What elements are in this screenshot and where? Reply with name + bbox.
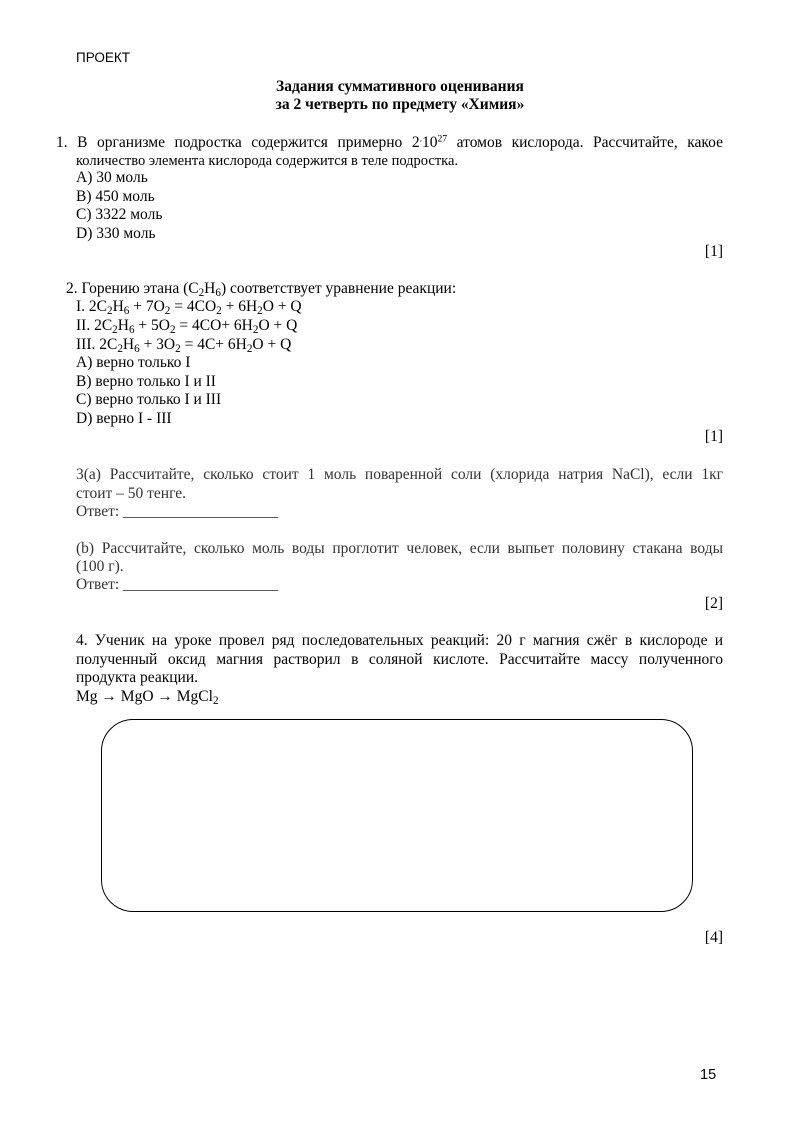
page-title (0, 78, 800, 114)
q3-score: [2] (704, 595, 723, 612)
q2-equation-3: III. $2C_2H_6 + 3O_2 = 4C+ 6H_2O + Q$ (76, 336, 292, 355)
q1-line-1 (56, 134, 723, 152)
q2-score: [1] (704, 428, 723, 445)
q2-text-b: H (204, 280, 216, 297)
q1-options (76, 169, 162, 243)
q2-equation-1: I. $2C_2H_6 + 7O_2 = 4CO_2 + 6H_2O + Q$ (76, 298, 302, 317)
q4-answer-box[interactable] (101, 719, 693, 912)
q1-exponent: 27 (437, 133, 448, 145)
q4-scheme-sub: 2 (212, 694, 219, 707)
q4-line-2: полученный оксид магния растворил в соляной кислоте. Рассчитайте массу полученного (76, 651, 723, 668)
q2-text-c: ) соответствует уравнение реакции: (220, 280, 457, 297)
q3a-line-2: стоит – 50 тенге. (76, 485, 186, 502)
q3b-answer-line[interactable]: Ответ: ____________________ (76, 576, 279, 593)
page-number: 15 (700, 1067, 717, 1083)
q2-option-a: A) верно только I (76, 354, 191, 371)
q4-score: [4] (704, 929, 723, 946)
q1-option-a: A) 30 моль (76, 169, 148, 186)
q2-equation-2: II. $2C_2H_6 + 5O_2 = 4CO+ 6H_2O + Q$ (76, 317, 298, 336)
q1-score: [1] (704, 243, 723, 260)
q2-sub-2: 6 (215, 286, 221, 299)
q2-option-d: D) верно I - III (76, 409, 172, 427)
q3a-answer-line[interactable]: Ответ: ____________________ (76, 503, 279, 520)
q3b-line-2: (100 г). (76, 558, 124, 575)
q2-option-c: C) верно только I и III (76, 391, 222, 408)
title-line-1: Задания суммативного оценивания (276, 78, 524, 95)
q1-text-start: В организме подростка содержится примерно 2 (77, 134, 420, 151)
q2-text-a: 2. Горению этана (C (66, 280, 199, 297)
q2-sub-1: 2 (198, 286, 205, 299)
q3b-line-1: (b) Рассчитайте, сколько моль воды проглотит человек, если выпьет половину стакана воды (76, 540, 723, 557)
q2-option-b: B) верно только I и II (76, 372, 216, 390)
q3a-line-1: 3(а) Рассчитайте, сколько стоит 1 моль поваренной соли (хлорида натрия NaCl), если 1кг (76, 466, 723, 483)
project-label: ПРОЕКТ (76, 50, 131, 65)
q1-line-2: количество элемента кислорода содержится в теле подростка. (76, 153, 459, 169)
q1-option-d: D) 330 моль (76, 224, 156, 242)
q2-options (76, 354, 221, 428)
q1-option-b: B) 450 моль (76, 187, 155, 205)
q1-text-end: атомов кислорода. Рассчитайте, какое (447, 134, 723, 151)
q4-line-1: 4. Ученик на уроке провел ряд последовательных реакций: 20 г магния сжёг в кислороде и (76, 632, 723, 649)
q1-option-c: C) 3322 моль (76, 206, 163, 223)
title-line-2: за 2 четверть по предмету «Химия» (275, 96, 525, 113)
q1-number: 1. (56, 134, 68, 151)
q2-prompt (66, 280, 456, 298)
q1-ten: 10 (422, 134, 438, 151)
q4-reaction-scheme (76, 688, 219, 706)
q4-scheme-text: Mg → MgO → MgCl (76, 688, 213, 705)
q1-multiply-dot: . (419, 133, 423, 145)
q4-line-3: продукта реакции. (76, 669, 199, 686)
